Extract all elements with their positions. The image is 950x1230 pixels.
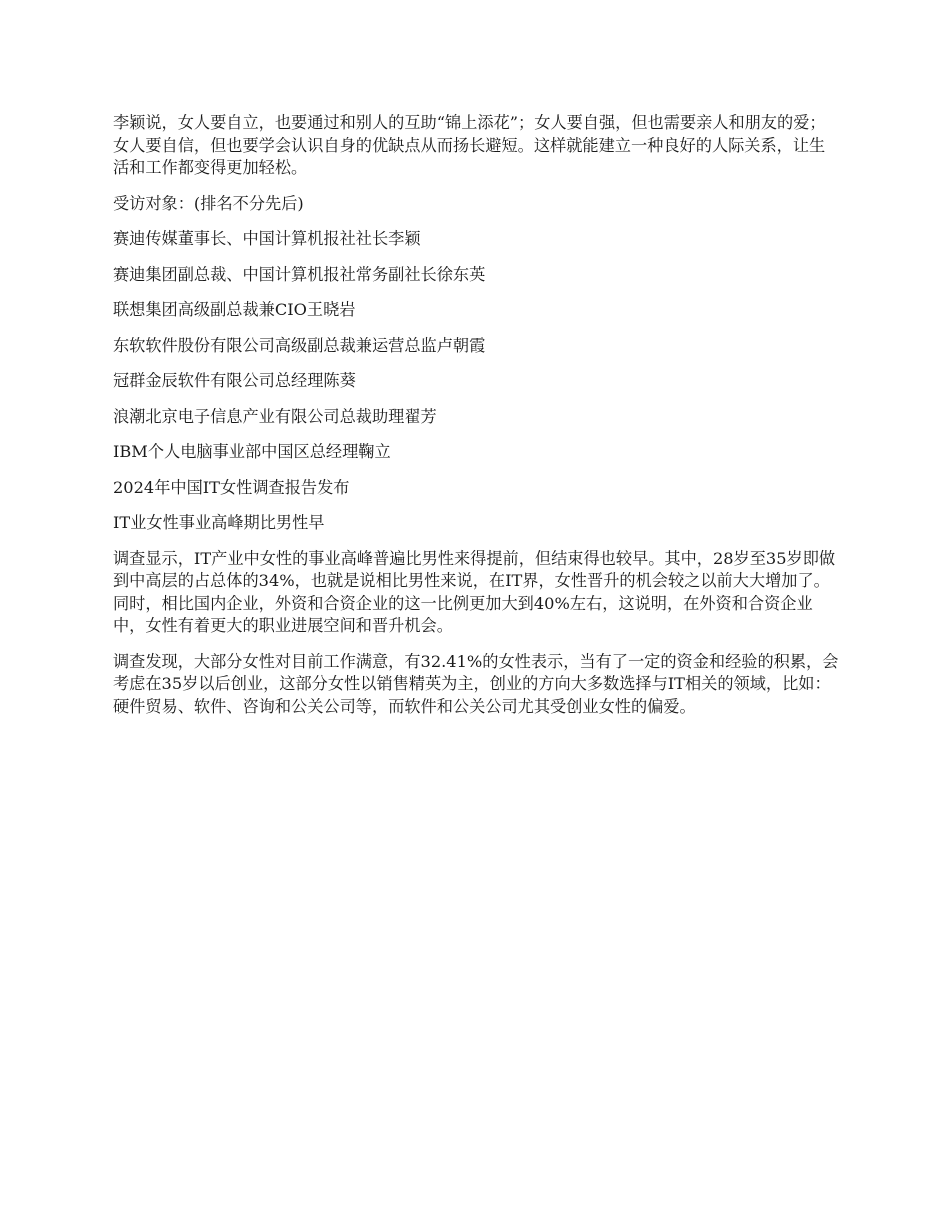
interviewee-item: 浪潮北京电子信息产业有限公司总裁助理翟芳 <box>113 406 437 426</box>
interviewee-item: 联想集团高级副总裁兼CIO王晓岩 <box>113 300 356 319</box>
interviewees-heading: 受访对象：(排名不分先后) <box>113 193 304 213</box>
report-heading: 2024年中国IT女性调查报告发布 <box>113 477 350 497</box>
interviewee-item: 赛迪传媒董事长、中国计算机报社社长李颖 <box>113 229 421 248</box>
section-heading: IT业女性事业高峰期比男性早 <box>113 513 325 532</box>
interviewee-item: 冠群金辰软件有限公司总经理陈葵 <box>113 371 356 390</box>
paragraph-intro: 李颖说，女人要自立，也要通过和别人的互助“锦上添花”；女人要自强，但也需要亲人和朋友的爱；女人要自信，但也要学会认识自身的优缺点从而扬长避短。这样就能建立一种良好的人际关系，让生活和工作都变得更加轻松。 <box>113 113 826 177</box>
interviewee-item: IBM个人电脑事业部中国区总经理鞠立 <box>113 442 391 461</box>
interviewee-item: 赛迪集团副总裁、中国计算机报社常务副社长徐东英 <box>113 264 486 284</box>
interviewee-item: 东软软件股份有限公司高级副总裁兼运营总监卢朝霞 <box>113 335 486 355</box>
document-body <box>113 112 841 731</box>
paragraph-survey-results: 调查显示，IT产业中女性的事业高峰普遍比男性来得提前，但结束得也较早。其中，28岁至35岁即做到中高层的占总体的34%，也就是说相比男性来说，在IT界，女性晋升的机会较之以前大大增加了。同时，相比国内企业，外资和合资企业的这一比例更加大到40%左右，这说明，在外资和合资企业中，女性有着更大的职业进展空间和晋升机会。 <box>113 548 836 635</box>
paragraph-survey-findings: 调查发现，大部分女性对目前工作满意，有32.41%的女性表示，当有了一定的资金和经验的积累，会考虑在35岁以后创业，这部分女性以销售精英为主，创业的方向大多数选择与IT相关的领域，比如：硬件贸易、软件、咨询和公关公司等，而软件和公关公司尤其受创业女性的偏爱。 <box>113 651 839 716</box>
